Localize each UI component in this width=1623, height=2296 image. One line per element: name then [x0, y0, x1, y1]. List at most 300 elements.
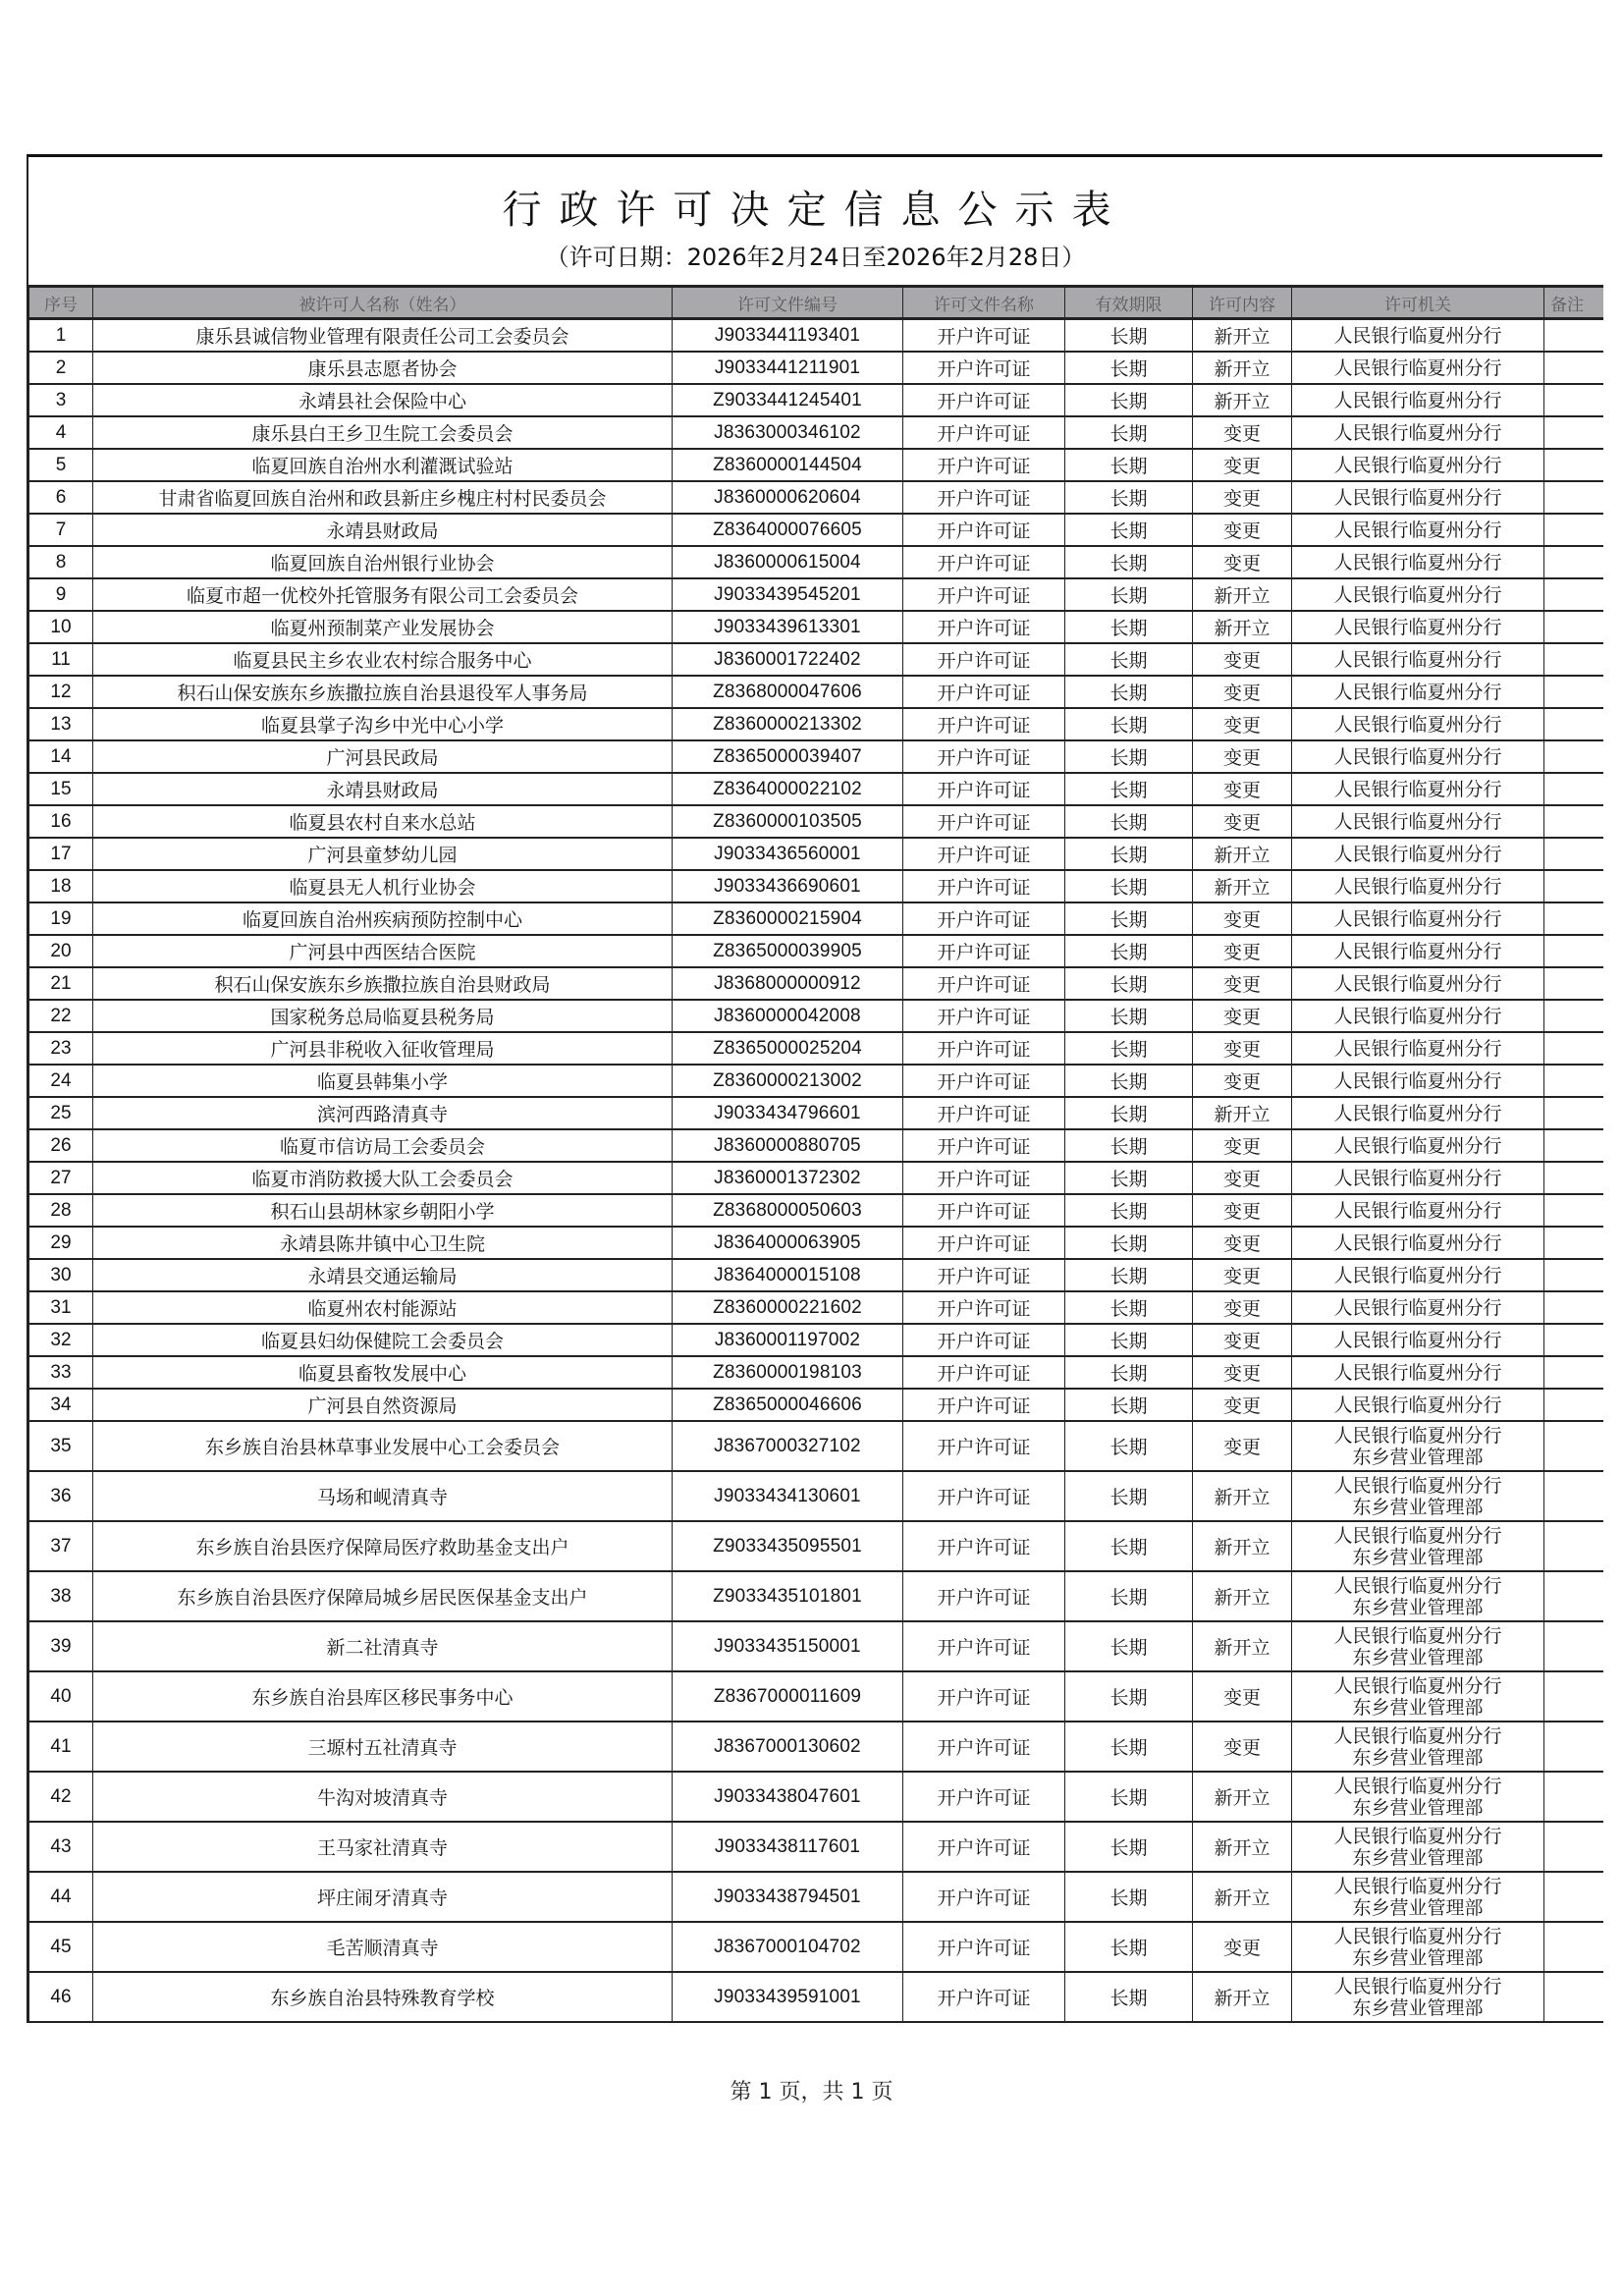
table-row	[29, 773, 1603, 805]
header-authority: 许可机关	[1292, 287, 1544, 319]
cell-licensee-name: 广河县中西医结合医院	[93, 935, 673, 967]
cell-file-name: 开户许可证	[903, 1722, 1065, 1772]
cell-remarks	[1544, 1571, 1603, 1621]
cell-authority	[1292, 1065, 1544, 1097]
cell-content: 变更	[1193, 416, 1292, 449]
table-row	[29, 1129, 1603, 1162]
cell-licensee-name: 临夏回族自治州水利灌溉试验站	[93, 449, 673, 481]
authority-sub-line: 东乡营业管理部	[1352, 1796, 1484, 1819]
cell-file-no: J8360000042008	[673, 1000, 903, 1032]
cell-licensee-name: 新二社清真寺	[93, 1621, 673, 1671]
authority-line: 人民银行临夏州分行	[1333, 486, 1502, 509]
table-row	[29, 1772, 1603, 1822]
cell-remarks	[1544, 1259, 1603, 1291]
cell-term: 长期	[1065, 1822, 1193, 1872]
authority-line: 人民银行临夏州分行	[1333, 1524, 1502, 1547]
cell-file-no: Z9033435101801	[673, 1571, 903, 1621]
authority-line: 人民银行临夏州分行	[1333, 1674, 1502, 1697]
cell-file-name: 开户许可证	[903, 1097, 1065, 1129]
authority-line: 人民银行临夏州分行	[1333, 1574, 1502, 1597]
cell-remarks	[1544, 967, 1603, 1000]
cell-licensee-name: 三塬村五社清真寺	[93, 1722, 673, 1772]
cell-term: 长期	[1065, 578, 1193, 611]
cell-licensee-name: 永靖县社会保险中心	[93, 384, 673, 416]
authority-line: 人民银行临夏州分行	[1333, 616, 1502, 638]
disclosure-sheet	[27, 154, 1602, 2023]
cell-content: 新开立	[1193, 1772, 1292, 1822]
cell-content: 新开立	[1193, 611, 1292, 643]
cell-content: 新开立	[1193, 1822, 1292, 1872]
cell-authority	[1292, 481, 1544, 514]
cell-authority	[1292, 1097, 1544, 1129]
cell-licensee-name: 滨河西路清真寺	[93, 1097, 673, 1129]
cell-remarks	[1544, 838, 1603, 870]
cell-file-name: 开户许可证	[903, 1065, 1065, 1097]
cell-content: 变更	[1193, 1722, 1292, 1772]
cell-file-no: Z8360000213002	[673, 1065, 903, 1097]
cell-content: 变更	[1193, 935, 1292, 967]
cell-remarks	[1544, 1521, 1603, 1571]
cell-file-name: 开户许可证	[903, 708, 1065, 740]
cell-file-name: 开户许可证	[903, 319, 1065, 353]
cell-authority	[1292, 384, 1544, 416]
cell-licensee-name: 广河县自然资源局	[93, 1389, 673, 1421]
cell-file-no: Z9033435095501	[673, 1521, 903, 1571]
cell-file-no: Z8365000039905	[673, 935, 903, 967]
cell-remarks	[1544, 416, 1603, 449]
cell-seq: 46	[29, 1972, 93, 2022]
cell-seq: 19	[29, 902, 93, 935]
cell-content: 变更	[1193, 546, 1292, 578]
table-row	[29, 1671, 1603, 1722]
cell-seq: 29	[29, 1227, 93, 1259]
cell-seq: 31	[29, 1291, 93, 1324]
cell-licensee-name: 广河县民政局	[93, 740, 673, 773]
cell-file-no: J8360000615004	[673, 546, 903, 578]
cell-content: 新开立	[1193, 838, 1292, 870]
authority-line: 人民银行临夏州分行	[1333, 1925, 1502, 1947]
cell-file-name: 开户许可证	[903, 1227, 1065, 1259]
authority-line: 人民银行临夏州分行	[1333, 1167, 1502, 1189]
table-row	[29, 319, 1603, 353]
cell-file-name: 开户许可证	[903, 1621, 1065, 1671]
page-footer: 第 1 页，共 1 页	[730, 2080, 893, 2105]
cell-licensee-name: 临夏州预制菜产业发展协会	[93, 611, 673, 643]
authority-line: 人民银行临夏州分行	[1333, 1474, 1502, 1497]
cell-remarks	[1544, 1421, 1603, 1471]
cell-licensee-name: 东乡族自治县医疗保障局城乡居民医保基金支出户	[93, 1571, 673, 1621]
authority-sub-line: 东乡营业管理部	[1352, 1446, 1484, 1468]
cell-content: 变更	[1193, 902, 1292, 935]
cell-content: 新开立	[1193, 1872, 1292, 1922]
cell-remarks	[1544, 708, 1603, 740]
cell-authority	[1292, 449, 1544, 481]
cell-file-no: J9033438047601	[673, 1772, 903, 1822]
authority-line: 人民银行临夏州分行	[1333, 1875, 1502, 1897]
cell-content: 变更	[1193, 481, 1292, 514]
cell-remarks	[1544, 1972, 1603, 2022]
cell-content: 新开立	[1193, 870, 1292, 902]
header-remarks: 备注	[1544, 287, 1603, 319]
authority-line: 人民银行临夏州分行	[1333, 1329, 1502, 1351]
cell-licensee-name: 临夏县掌子沟乡中光中心小学	[93, 708, 673, 740]
cell-remarks	[1544, 1129, 1603, 1162]
cell-file-name: 开户许可证	[903, 1922, 1065, 1972]
cell-seq: 24	[29, 1065, 93, 1097]
cell-authority	[1292, 1822, 1544, 1872]
cell-seq: 30	[29, 1259, 93, 1291]
cell-remarks	[1544, 1000, 1603, 1032]
cell-remarks	[1544, 1194, 1603, 1227]
cell-term: 长期	[1065, 1922, 1193, 1972]
authority-line: 人民银行临夏州分行	[1333, 713, 1502, 736]
cell-remarks	[1544, 935, 1603, 967]
cell-licensee-name: 东乡族自治县医疗保障局医疗救助基金支出户	[93, 1521, 673, 1571]
cell-authority	[1292, 1356, 1544, 1389]
cell-file-name: 开户许可证	[903, 643, 1065, 676]
table-row	[29, 1032, 1603, 1065]
authority-sub-line: 东乡营业管理部	[1352, 1846, 1484, 1869]
cell-authority	[1292, 319, 1544, 353]
cell-licensee-name: 坪庄闹牙清真寺	[93, 1872, 673, 1922]
cell-licensee-name: 临夏市信访局工会委员会	[93, 1129, 673, 1162]
cell-term: 长期	[1065, 1872, 1193, 1922]
cell-authority	[1292, 1227, 1544, 1259]
cell-authority	[1292, 1421, 1544, 1471]
table-body	[29, 319, 1603, 2023]
table-row	[29, 935, 1603, 967]
cell-file-no: Z8364000076605	[673, 514, 903, 546]
cell-remarks	[1544, 514, 1603, 546]
cell-seq: 9	[29, 578, 93, 611]
cell-seq: 41	[29, 1722, 93, 1772]
cell-file-no: Z8365000025204	[673, 1032, 903, 1065]
authority-line: 人民银行临夏州分行	[1333, 1361, 1502, 1384]
cell-seq: 3	[29, 384, 93, 416]
authority-line: 人民银行临夏州分行	[1333, 1975, 1502, 1997]
cell-authority	[1292, 773, 1544, 805]
cell-term: 长期	[1065, 740, 1193, 773]
cell-file-no: J9033441211901	[673, 352, 903, 384]
table-row	[29, 643, 1603, 676]
cell-term: 长期	[1065, 1772, 1193, 1822]
cell-licensee-name: 临夏州农村能源站	[93, 1291, 673, 1324]
cell-seq: 22	[29, 1000, 93, 1032]
cell-term: 长期	[1065, 416, 1193, 449]
table-row	[29, 1822, 1603, 1872]
cell-authority	[1292, 1772, 1544, 1822]
authority-line: 人民银行临夏州分行	[1333, 519, 1502, 541]
cell-term: 长期	[1065, 870, 1193, 902]
cell-term: 长期	[1065, 708, 1193, 740]
authority-line: 人民银行临夏州分行	[1333, 1069, 1502, 1092]
cell-seq: 36	[29, 1471, 93, 1521]
authority-line: 人民银行临夏州分行	[1333, 1037, 1502, 1060]
authority-line: 人民银行临夏州分行	[1333, 972, 1502, 995]
cell-content: 变更	[1193, 1389, 1292, 1421]
cell-licensee-name: 临夏县农村自来水总站	[93, 805, 673, 838]
cell-term: 长期	[1065, 805, 1193, 838]
cell-file-name: 开户许可证	[903, 676, 1065, 708]
cell-licensee-name: 积石山保安族东乡族撒拉族自治县退役军人事务局	[93, 676, 673, 708]
cell-content: 新开立	[1193, 319, 1292, 353]
cell-file-no: Z8364000022102	[673, 773, 903, 805]
cell-file-no: Z8368000050603	[673, 1194, 903, 1227]
cell-file-no: J9033434130601	[673, 1471, 903, 1521]
cell-seq: 18	[29, 870, 93, 902]
cell-file-no: J9033439545201	[673, 578, 903, 611]
cell-term: 长期	[1065, 1571, 1193, 1621]
cell-remarks	[1544, 1389, 1603, 1421]
table-row	[29, 676, 1603, 708]
table-row	[29, 416, 1603, 449]
cell-remarks	[1544, 546, 1603, 578]
cell-content: 变更	[1193, 1356, 1292, 1389]
cell-seq: 39	[29, 1621, 93, 1671]
cell-file-name: 开户许可证	[903, 1194, 1065, 1227]
cell-file-no: Z8360000215904	[673, 902, 903, 935]
cell-seq: 16	[29, 805, 93, 838]
table-row	[29, 546, 1603, 578]
authority-line: 人民银行临夏州分行	[1333, 421, 1502, 444]
table-row	[29, 870, 1603, 902]
cell-authority	[1292, 546, 1544, 578]
cell-seq: 44	[29, 1872, 93, 1922]
cell-remarks	[1544, 676, 1603, 708]
header-name: 被许可人名称（姓名）	[93, 287, 673, 319]
cell-file-no: J8364000063905	[673, 1227, 903, 1259]
cell-content: 变更	[1193, 643, 1292, 676]
cell-term: 长期	[1065, 481, 1193, 514]
cell-file-no: J9033436690601	[673, 870, 903, 902]
table-row	[29, 805, 1603, 838]
cell-authority	[1292, 514, 1544, 546]
cell-licensee-name: 积石山县胡林家乡朝阳小学	[93, 1194, 673, 1227]
table-row	[29, 449, 1603, 481]
cell-file-no: J8360001372302	[673, 1162, 903, 1194]
cell-file-name: 开户许可证	[903, 1389, 1065, 1421]
cell-seq: 6	[29, 481, 93, 514]
cell-authority	[1292, 1722, 1544, 1772]
cell-licensee-name: 积石山保安族东乡族撒拉族自治县财政局	[93, 967, 673, 1000]
cell-authority	[1292, 352, 1544, 384]
cell-file-no: J8364000015108	[673, 1259, 903, 1291]
cell-content: 变更	[1193, 1259, 1292, 1291]
cell-term: 长期	[1065, 1032, 1193, 1065]
cell-seq: 21	[29, 967, 93, 1000]
cell-remarks	[1544, 1356, 1603, 1389]
table-row	[29, 1162, 1603, 1194]
authority-line: 人民银行临夏州分行	[1333, 1005, 1502, 1027]
cell-remarks	[1544, 902, 1603, 935]
cell-licensee-name: 临夏县韩集小学	[93, 1065, 673, 1097]
table-row	[29, 578, 1603, 611]
cell-authority	[1292, 740, 1544, 773]
cell-file-name: 开户许可证	[903, 416, 1065, 449]
table-row	[29, 514, 1603, 546]
cell-file-no: J9033434796601	[673, 1097, 903, 1129]
header-term: 有效期限	[1065, 287, 1193, 319]
authority-sub-line: 东乡营业管理部	[1352, 1596, 1484, 1618]
cell-authority	[1292, 1291, 1544, 1324]
cell-seq: 34	[29, 1389, 93, 1421]
authority-sub-line: 东乡营业管理部	[1352, 1646, 1484, 1668]
cell-file-name: 开户许可证	[903, 1521, 1065, 1571]
cell-content: 新开立	[1193, 1621, 1292, 1671]
cell-file-name: 开户许可证	[903, 1671, 1065, 1722]
cell-file-no: J8360001197002	[673, 1324, 903, 1356]
cell-licensee-name: 临夏县妇幼保健院工会委员会	[93, 1324, 673, 1356]
cell-remarks	[1544, 1097, 1603, 1129]
cell-seq: 15	[29, 773, 93, 805]
cell-content: 变更	[1193, 1324, 1292, 1356]
cell-term: 长期	[1065, 676, 1193, 708]
cell-licensee-name: 广河县童梦幼儿园	[93, 838, 673, 870]
cell-file-name: 开户许可证	[903, 546, 1065, 578]
table-row	[29, 1972, 1603, 2022]
cell-file-no: J9033438794501	[673, 1872, 903, 1922]
cell-term: 长期	[1065, 1194, 1193, 1227]
cell-file-name: 开户许可证	[903, 1324, 1065, 1356]
cell-file-no: Z8365000039407	[673, 740, 903, 773]
cell-term: 长期	[1065, 384, 1193, 416]
cell-authority	[1292, 838, 1544, 870]
cell-licensee-name: 永靖县财政局	[93, 514, 673, 546]
authority-line: 人民银行临夏州分行	[1333, 1102, 1502, 1124]
cell-licensee-name: 临夏县无人机行业协会	[93, 870, 673, 902]
cell-content: 新开立	[1193, 578, 1292, 611]
cell-term: 长期	[1065, 1065, 1193, 1097]
cell-file-name: 开户许可证	[903, 1822, 1065, 1872]
cell-content: 变更	[1193, 514, 1292, 546]
cell-file-no: Z8360000221602	[673, 1291, 903, 1324]
cell-licensee-name: 国家税务总局临夏县税务局	[93, 1000, 673, 1032]
authority-sub-line: 东乡营业管理部	[1352, 1696, 1484, 1719]
cell-file-name: 开户许可证	[903, 838, 1065, 870]
cell-authority	[1292, 1259, 1544, 1291]
cell-term: 长期	[1065, 319, 1193, 353]
cell-authority	[1292, 1194, 1544, 1227]
cell-file-name: 开户许可证	[903, 611, 1065, 643]
cell-remarks	[1544, 1291, 1603, 1324]
cell-licensee-name: 永靖县交通运输局	[93, 1259, 673, 1291]
cell-seq: 4	[29, 416, 93, 449]
cell-file-no: J9033439591001	[673, 1972, 903, 2022]
table-header-row	[29, 287, 1603, 319]
cell-remarks	[1544, 1227, 1603, 1259]
cell-file-no: Z8368000047606	[673, 676, 903, 708]
cell-seq: 33	[29, 1356, 93, 1389]
cell-remarks	[1544, 1772, 1603, 1822]
cell-seq: 14	[29, 740, 93, 773]
cell-seq: 35	[29, 1421, 93, 1471]
cell-content: 新开立	[1193, 1972, 1292, 2022]
cell-authority	[1292, 870, 1544, 902]
cell-file-no: J8360001722402	[673, 643, 903, 676]
cell-authority	[1292, 1972, 1544, 2022]
authority-sub-line: 东乡营业管理部	[1352, 1496, 1484, 1518]
cell-term: 长期	[1065, 352, 1193, 384]
table-row	[29, 1922, 1603, 1972]
table-row	[29, 1389, 1603, 1421]
cell-file-no: Z9033441245401	[673, 384, 903, 416]
authority-line: 人民银行临夏州分行	[1333, 454, 1502, 476]
authority-line: 人民银行临夏州分行	[1333, 1296, 1502, 1319]
cell-licensee-name: 临夏县民主乡农业农村综合服务中心	[93, 643, 673, 676]
cell-seq: 42	[29, 1772, 93, 1822]
cell-file-name: 开户许可证	[903, 805, 1065, 838]
cell-file-name: 开户许可证	[903, 902, 1065, 935]
cell-term: 长期	[1065, 1259, 1193, 1291]
cell-seq: 17	[29, 838, 93, 870]
table-row	[29, 1872, 1603, 1922]
authority-line: 人民银行临夏州分行	[1333, 907, 1502, 930]
cell-file-no: J8368000000912	[673, 967, 903, 1000]
cell-authority	[1292, 1000, 1544, 1032]
permit-date-range: （许可日期：2026年2月24日至2026年2月28日）	[545, 244, 1086, 271]
cell-term: 长期	[1065, 1000, 1193, 1032]
cell-authority	[1292, 1471, 1544, 1521]
cell-authority	[1292, 1032, 1544, 1065]
cell-remarks	[1544, 740, 1603, 773]
cell-file-name: 开户许可证	[903, 1291, 1065, 1324]
cell-seq: 40	[29, 1671, 93, 1722]
cell-seq: 20	[29, 935, 93, 967]
cell-term: 长期	[1065, 1671, 1193, 1722]
cell-remarks	[1544, 1471, 1603, 1521]
cell-file-no: J8367000130602	[673, 1722, 903, 1772]
cell-term: 长期	[1065, 1389, 1193, 1421]
cell-content: 新开立	[1193, 1471, 1292, 1521]
cell-seq: 32	[29, 1324, 93, 1356]
authority-sub-line: 东乡营业管理部	[1352, 1746, 1484, 1769]
cell-licensee-name: 临夏回族自治州银行业协会	[93, 546, 673, 578]
cell-file-name: 开户许可证	[903, 1162, 1065, 1194]
cell-file-name: 开户许可证	[903, 870, 1065, 902]
table-row	[29, 1356, 1603, 1389]
cell-licensee-name: 永靖县陈井镇中心卫生院	[93, 1227, 673, 1259]
cell-file-no: Z8360000144504	[673, 449, 903, 481]
cell-file-name: 开户许可证	[903, 578, 1065, 611]
cell-content: 变更	[1193, 805, 1292, 838]
authority-line: 人民银行临夏州分行	[1333, 843, 1502, 865]
cell-remarks	[1544, 578, 1603, 611]
cell-file-no: J8360000620604	[673, 481, 903, 514]
cell-file-name: 开户许可证	[903, 1571, 1065, 1621]
cell-remarks	[1544, 1621, 1603, 1671]
cell-file-no: J9033435150001	[673, 1621, 903, 1671]
cell-term: 长期	[1065, 1097, 1193, 1129]
table-row	[29, 384, 1603, 416]
cell-term: 长期	[1065, 514, 1193, 546]
table-row	[29, 1097, 1603, 1129]
cell-remarks	[1544, 319, 1603, 353]
cell-file-name: 开户许可证	[903, 514, 1065, 546]
cell-licensee-name: 康乐县白王乡卫生院工会委员会	[93, 416, 673, 449]
cell-term: 长期	[1065, 902, 1193, 935]
cell-remarks	[1544, 611, 1603, 643]
authority-line: 人民银行临夏州分行	[1333, 1134, 1502, 1157]
table-row	[29, 902, 1603, 935]
authority-line: 人民银行临夏州分行	[1333, 1424, 1502, 1447]
authority-line: 人民银行临夏州分行	[1333, 583, 1502, 606]
table-row	[29, 1227, 1603, 1259]
authority-sub-line: 东乡营业管理部	[1352, 1996, 1484, 2019]
cell-term: 长期	[1065, 1471, 1193, 1521]
authority-line: 人民银行临夏州分行	[1333, 875, 1502, 898]
authority-line: 人民银行临夏州分行	[1333, 1624, 1502, 1647]
authority-line: 人民银行临夏州分行	[1333, 1231, 1502, 1254]
